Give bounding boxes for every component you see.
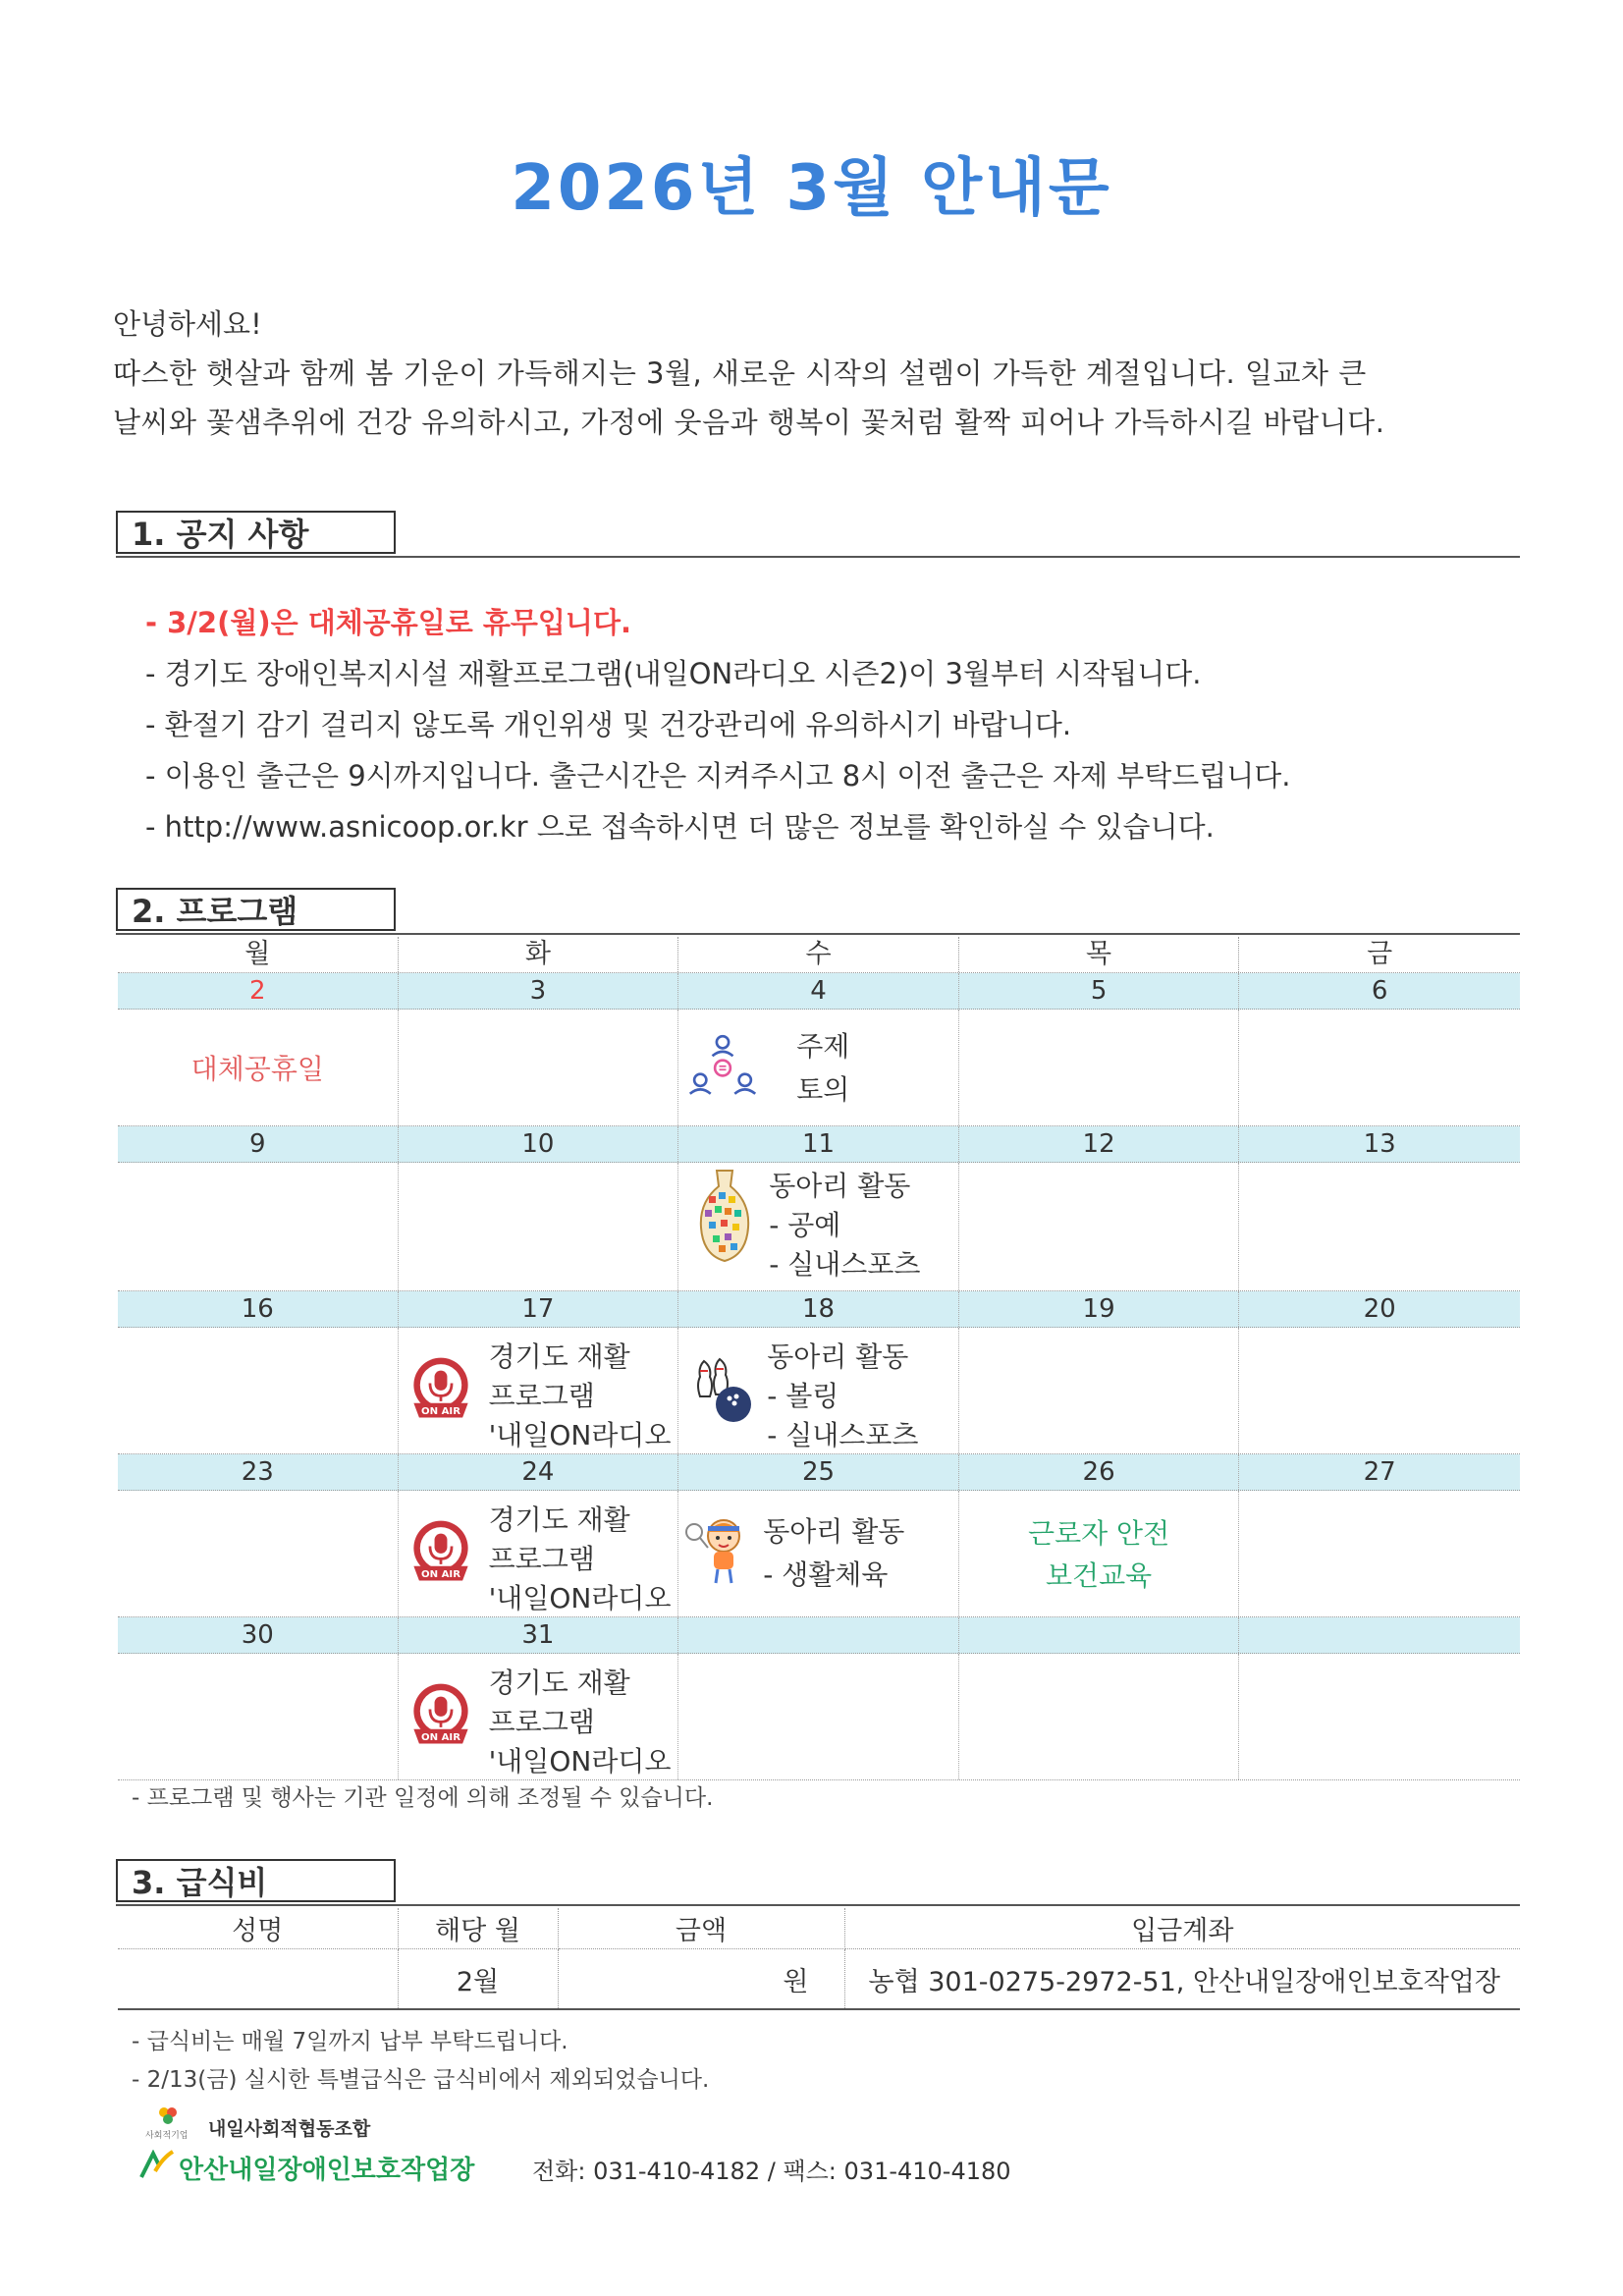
program-note: - 프로그램 및 행사는 기관 일정에 의해 조정될 수 있습니다. — [132, 1785, 714, 1811]
event-cell — [118, 1163, 399, 1290]
notice-item-health: - 환절기 감기 걸리지 않도록 개인위생 및 건강관리에 유의하시기 바랍니다. — [145, 708, 1072, 741]
event-cell — [399, 1491, 679, 1616]
notice-item-radio: - 경기도 장애인복지시설 재활프로그램(내일ON라디오 시즌2)이 3월부터 시작됩니다. — [145, 657, 1202, 690]
event-cell — [1239, 1328, 1520, 1453]
event-row — [118, 1654, 1520, 1779]
date-cell: 2 — [118, 973, 399, 1009]
event-cell — [678, 1328, 959, 1453]
svg-text:ON AIR: ON AIR — [420, 1568, 460, 1580]
event-cell — [678, 1163, 959, 1290]
intro-greeting: 안녕하세요! — [113, 307, 262, 341]
date-cell: 25 — [678, 1454, 959, 1490]
event-cell — [959, 1654, 1240, 1779]
event-cell — [399, 1010, 679, 1125]
date-cell: 3 — [399, 973, 679, 1009]
intro — [113, 300, 1527, 447]
org-name: 안산내일장애인보호작업장 — [179, 2156, 475, 2185]
name-cell — [118, 1949, 398, 2010]
event-cell — [399, 1163, 679, 1290]
table-header-row — [118, 1908, 1520, 1949]
coop-name: 내일사회적협동조합 — [208, 2118, 371, 2140]
event-line: 토의 — [796, 1073, 850, 1106]
bowling-icon — [690, 1357, 759, 1426]
event-cell — [678, 1491, 959, 1616]
date-cell: 27 — [1363, 1457, 1396, 1487]
event-line: - 실내스포츠 — [767, 1419, 919, 1451]
event-line: 프로그램 — [488, 1380, 595, 1412]
event-cell — [959, 1010, 1240, 1125]
date-cell: 13 — [1363, 1129, 1396, 1159]
calendar-week — [118, 973, 1520, 1126]
calendar-week — [118, 1126, 1520, 1291]
event-line: 경기도 재활 — [488, 1340, 630, 1373]
social-enterprise-badge: 사회적기업 — [145, 2131, 189, 2141]
event-cell — [118, 1328, 399, 1453]
date-cell: 20 — [1363, 1294, 1396, 1324]
event-line: - 생활체육 — [763, 1558, 889, 1591]
date-cell: 10 — [399, 1126, 679, 1162]
date-cell — [1239, 1617, 1520, 1653]
date-cell: 17 — [399, 1291, 679, 1327]
event-line: 경기도 재활 — [488, 1503, 630, 1536]
divider — [116, 556, 1520, 558]
divider — [116, 933, 1520, 935]
date-cell: 5 — [959, 973, 1240, 1009]
meal-fee-table — [118, 1908, 1520, 2010]
page-title: 2026년 3월 안내문 — [511, 152, 1112, 225]
date-cell — [678, 1617, 959, 1653]
date-cell: 26 — [959, 1454, 1240, 1490]
date-row — [118, 1617, 1520, 1654]
event-line: - 실내스포츠 — [769, 1248, 921, 1281]
event-cell — [959, 1491, 1240, 1616]
section-program-title: 2. 프로그램 — [116, 888, 396, 931]
column-header: 입금계좌 — [844, 1908, 1520, 1949]
svg-text:ON AIR: ON AIR — [420, 1731, 460, 1743]
event-line: 경기도 재활 — [488, 1667, 630, 1699]
date-cell: 31 — [399, 1617, 679, 1653]
event-cell — [1239, 1163, 1520, 1290]
event-row — [118, 1163, 1520, 1290]
event-line: - 볼링 — [767, 1380, 839, 1412]
event-row — [118, 1010, 1520, 1125]
notice-item-website: - http://www.asnicoop.or.kr 으로 접속하시면 더 많은 정보를 확인하실 수 있습니다. — [145, 810, 1215, 844]
event-row — [118, 1491, 1520, 1616]
weekday-header — [118, 937, 1520, 973]
event-cell — [678, 1010, 959, 1125]
month-cell: 2월 — [398, 1949, 558, 2010]
event-line: '내일ON라디오 — [488, 1419, 672, 1451]
weekday-label: 목 — [959, 937, 1240, 972]
column-header: 성명 — [118, 1908, 398, 1949]
craft-vase-icon — [690, 1167, 759, 1265]
on-air-microphone-icon — [406, 1514, 475, 1589]
date-cell: 18 — [678, 1291, 959, 1327]
section-meal-fee-title: 3. 급식비 — [116, 1859, 396, 1902]
event-cell — [959, 1163, 1240, 1290]
date-row — [118, 1126, 1520, 1163]
event-line: '내일ON라디오 — [488, 1745, 672, 1777]
date-cell: 9 — [118, 1126, 399, 1162]
calendar-week — [118, 1291, 1520, 1454]
event-cell — [1239, 1654, 1520, 1779]
event-line: 주제 — [796, 1030, 850, 1063]
notice-item-holiday: - 3/2(월)은 대체공휴일로 휴무입니다. — [145, 606, 631, 639]
date-row — [118, 973, 1520, 1010]
svg-text:ON AIR: ON AIR — [420, 1405, 460, 1417]
date-cell — [959, 1617, 1240, 1653]
date-cell: 30 — [118, 1617, 399, 1653]
meal-note: - 2/13(금) 실시한 특별급식은 급식비에서 제외되었습니다. — [132, 2067, 710, 2093]
on-air-microphone-icon — [406, 1351, 475, 1426]
event-cell — [1239, 1010, 1520, 1125]
event-line: 동아리 활동 — [767, 1340, 909, 1373]
event-line: - 공예 — [769, 1209, 841, 1241]
event-line: 프로그램 — [488, 1706, 595, 1738]
amount-cell: 원 — [558, 1949, 844, 2010]
date-cell: 4 — [678, 973, 959, 1009]
event-cell — [118, 1654, 399, 1779]
date-cell: 23 — [118, 1454, 399, 1490]
event-row — [118, 1328, 1520, 1453]
event-cell — [678, 1654, 959, 1779]
event-cell — [118, 1010, 399, 1125]
calendar-week — [118, 1454, 1520, 1617]
weekday-label: 금 — [1367, 939, 1393, 969]
weekday-label: 월 — [118, 937, 399, 972]
program-calendar — [118, 937, 1520, 1780]
event-line: 동아리 활동 — [769, 1170, 911, 1202]
event-cell — [399, 1654, 679, 1779]
discussion-icon — [688, 1025, 757, 1104]
event-cell — [959, 1328, 1240, 1453]
contact-info: 전화: 031-410-4182 / 팩스: 031-410-4180 — [532, 2158, 1011, 2185]
date-cell: 12 — [959, 1126, 1240, 1162]
child-sports-icon — [684, 1510, 753, 1589]
column-header: 해당 월 — [398, 1908, 558, 1949]
calendar-week — [118, 1617, 1520, 1780]
weekday-label: 화 — [399, 937, 679, 972]
date-cell: 6 — [1371, 976, 1388, 1006]
table-row — [118, 1949, 1520, 2010]
meal-note: - 급식비는 매월 7일까지 납부 부탁드립니다. — [132, 2029, 568, 2054]
notice-list — [145, 597, 1540, 852]
date-cell: 11 — [678, 1126, 959, 1162]
event-line: '내일ON라디오 — [488, 1582, 672, 1614]
on-air-microphone-icon — [406, 1677, 475, 1752]
event-cell — [1239, 1491, 1520, 1616]
intro-line1: 따스한 햇살과 함께 봄 기운이 가득해지는 3월, 새로운 시작의 설렘이 가득한 계절입니다. 일교차 큰 — [113, 356, 1367, 390]
account-cell: 농협 301-0275-2972-51, 안산내일장애인보호작업장 — [844, 1949, 1520, 2010]
event-line: 동아리 활동 — [763, 1515, 905, 1548]
safety-education-line: 보건교육 — [1045, 1559, 1153, 1592]
date-row — [118, 1291, 1520, 1328]
holiday-label: 대체공휴일 — [190, 1053, 324, 1085]
event-line: 프로그램 — [488, 1543, 595, 1575]
safety-education-line: 근로자 안전 — [1028, 1517, 1170, 1550]
date-row — [118, 1454, 1520, 1491]
notice-item-attendance: - 이용인 출근은 9시까지입니다. 출근시간은 지켜주시고 8시 이전 출근은 자제 부탁드립니다. — [145, 759, 1291, 793]
date-cell: 19 — [959, 1291, 1240, 1327]
event-cell — [118, 1491, 399, 1616]
column-header: 금액 — [558, 1908, 844, 1949]
weekday-label: 수 — [678, 937, 959, 972]
event-cell — [399, 1328, 679, 1453]
org-logo-icon — [139, 2150, 175, 2183]
divider — [116, 1904, 1520, 1906]
date-cell: 16 — [118, 1291, 399, 1327]
date-cell: 24 — [399, 1454, 679, 1490]
section-notices-title: 1. 공지 사항 — [116, 511, 396, 554]
intro-line2: 날씨와 꽃샘추위에 건강 유의하시고, 가정에 웃음과 행복이 꽃처럼 활짝 피어나 가득하시길 바랍니다. — [113, 406, 1385, 439]
